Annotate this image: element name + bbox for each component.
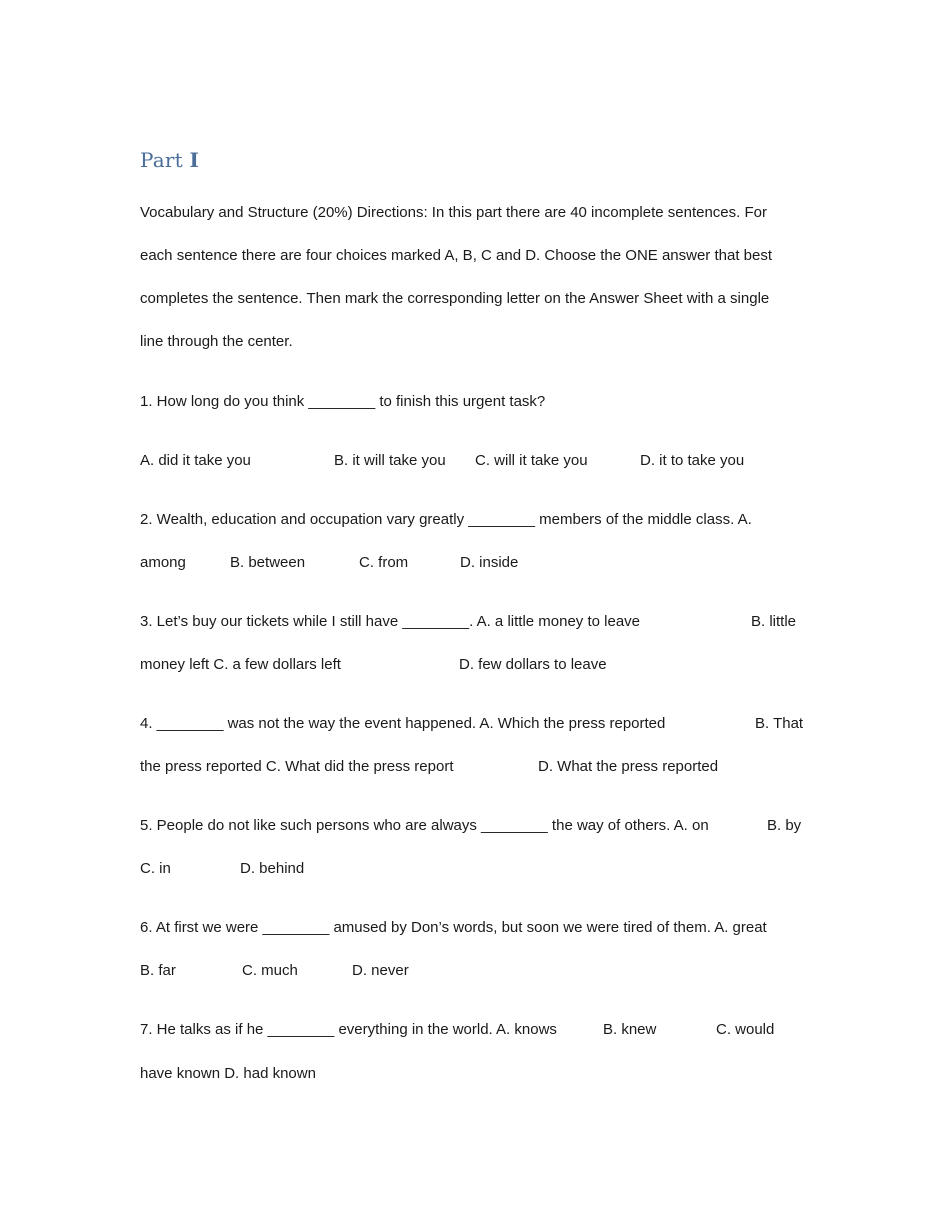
question-5-option-d: D. behind (240, 860, 305, 877)
question-4-line-1 (140, 714, 820, 734)
question-7-stem: 7. He talks as if he ________ everything in the world. A. knows (140, 1021, 557, 1038)
question-1-option-b: B. it will take you (334, 452, 446, 469)
question-7-option-b: B. knew (603, 1021, 657, 1038)
question-1-options (140, 451, 820, 471)
question-5-line-1 (140, 816, 820, 836)
directions-line-1: Vocabulary and Structure (20%) Directions: In this part there are 40 incomplete sentences. For (140, 204, 767, 221)
question-7-option-c: C. would (716, 1021, 775, 1038)
question-3-option-b: B. little (751, 613, 797, 630)
question-3-stem: 3. Let’s buy our tickets while I still have ________. A. a little money to leave (140, 613, 641, 630)
question-1-option-c: C. will it take you (475, 452, 588, 469)
question-1-stem: 1. How long do you think ________ to finish this urgent task? (140, 393, 546, 410)
question-2-option-c: C. from (359, 554, 409, 571)
question-1-option-a: A. did it take you (140, 452, 251, 469)
question-6-option-d: D. never (352, 962, 409, 979)
question-4-option-c: the press reported C. What did the press report (140, 758, 454, 775)
directions-line-3: completes the sentence. Then mark the corresponding letter on the Answer Sheet with a single (140, 290, 770, 307)
part-heading-numeral: I (189, 148, 200, 172)
question-3-option-c: money left C. a few dollars left (140, 656, 341, 673)
question-3-line-2 (140, 655, 820, 675)
question-4-option-d: D. What the press reported (538, 758, 719, 775)
question-6-option-b: B. far (140, 962, 176, 979)
question-4-option-b: B. That (755, 715, 804, 732)
question-5-stem: 5. People do not like such persons who are always ________ the way of others. A. on (140, 817, 709, 834)
question-3-line-1 (140, 612, 820, 632)
question-2-option-b: B. between (230, 554, 306, 571)
part-heading-word: Part (140, 148, 183, 172)
part-heading (140, 148, 199, 172)
question-5-option-b: B. by (767, 817, 802, 834)
question-7-line-2: have known D. had known (140, 1065, 316, 1082)
directions-line-4: line through the center. (140, 333, 293, 350)
question-6-stem: 6. At first we were ________ amused by Don’s words, but soon we were tired of them. A. great (140, 919, 767, 936)
question-4-line-2 (140, 757, 820, 777)
question-4-stem: 4. ________ was not the way the event happened. A. Which the press reported (140, 715, 666, 732)
question-2-options (140, 553, 820, 573)
question-2-option-a: among (140, 554, 186, 571)
question-1-option-d: D. it to take you (640, 452, 745, 469)
question-5-option-c: C. in (140, 860, 171, 877)
directions-line-2: each sentence there are four choices marked A, B, C and D. Choose the ONE answer that best (140, 247, 773, 264)
question-5-line-2 (140, 859, 820, 879)
question-6-option-c: C. much (242, 962, 298, 979)
question-2-option-d: D. inside (460, 554, 519, 571)
question-6-options (140, 961, 820, 981)
question-7-line-1 (140, 1020, 820, 1040)
question-3-option-d: D. few dollars to leave (459, 656, 607, 673)
question-2-stem: 2. Wealth, education and occupation vary greatly ________ members of the middle class. A. (140, 511, 752, 528)
